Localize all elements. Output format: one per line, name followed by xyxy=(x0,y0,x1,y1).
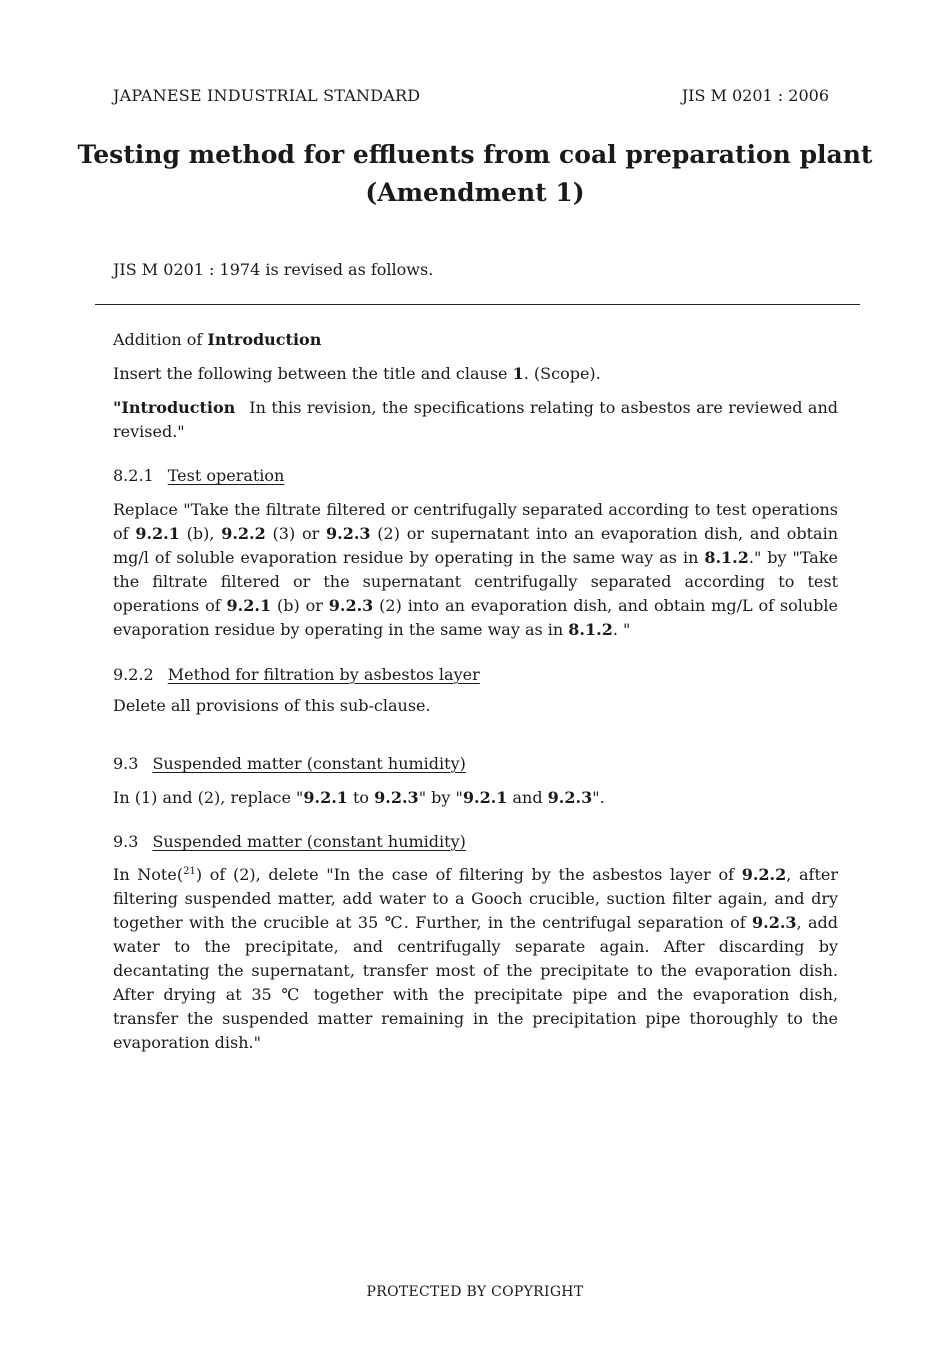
section-9-3-note-body: In Note($^{21}$) of (2), delete "In the case of filtering by the asbestos layer of 9.2.2, after filtering suspended matter, add water to a Gooch crucible, suction filter again, and dry together with the crucible at 35 ℃. Further, in the centrifugal separation of 9.2.3, add water to the precipitate, and centrifugally separate again. After discarding by decantating the supernatant, transfer most of the precipitate to the evaporation dish. After drying at 35 ℃ together with the precipitate pipe and the evaporation dish, transfer the suspended matter remaining in the precipitation pipe thoroughly to the evaporation dish." xyxy=(113,865,838,1052)
introduction-instruction: Insert the following between the title and clause 1. (Scope). xyxy=(113,364,601,383)
clause-ref: 1 xyxy=(512,364,524,383)
section-title: Suspended matter (constant humidity) xyxy=(152,832,466,851)
introduction-heading xyxy=(113,328,838,352)
introduction-quote-label: "Introduction xyxy=(113,398,236,417)
section-9-3-body: In (1) and (2), replace "9.2.1 to 9.2.3" by "9.2.1 and 9.2.3". xyxy=(113,788,605,807)
introduction-heading-prefix: Addition of xyxy=(113,330,208,349)
section-9-3-note-heading xyxy=(113,830,838,854)
note-reference: 21 xyxy=(183,866,196,877)
standard-number: JIS M 0201 : 2006 xyxy=(681,86,829,105)
section-number: 9.3 xyxy=(113,754,139,773)
introduction-quote xyxy=(113,396,838,444)
introduction-quote-text: In this revision, the specifications relating to asbestos are reviewed and revised." xyxy=(113,398,838,441)
section-8-2-1-body: Replace "Take the filtrate filtered or centrifugally separated according to test operations of 9.2.1 (b), 9.2.2 (3) or 9.2.3 (2) or supernatant into an evaporation dish, and obtain mg/l of soluble evaporation residue by operating in the same way as in 8.1.2." by "Take the filtrate filtered or the supernatant centrifugally separated according to test operations of 9.2.1 (b) or 9.2.3 (2) into an evaporation dish, and obtain mg/L of soluble evaporation residue by operating in the same way as in 8.1.2. " xyxy=(113,500,839,639)
section-number: 9.3 xyxy=(113,832,139,851)
section-9-2-2-body: Delete all provisions of this sub-clause. xyxy=(113,696,431,715)
revision-note: JIS M 0201 : 1974 is revised as follows. xyxy=(113,260,434,279)
section-title: Method for filtration by asbestos layer xyxy=(167,665,480,684)
introduction-heading-label: Introduction xyxy=(207,330,322,349)
copyright-footer: PROTECTED BY COPYRIGHT xyxy=(366,1284,584,1300)
title-line-2: (Amendment 1) xyxy=(365,178,585,207)
section-9-2-2-heading xyxy=(113,663,838,687)
section-title: Test operation xyxy=(167,466,285,485)
divider xyxy=(95,304,860,305)
section-9-3-heading xyxy=(113,752,838,776)
section-number: 8.2.1 xyxy=(113,466,154,485)
title-line-1: Testing method for effluents from coal preparation plant xyxy=(77,140,873,169)
standard-label: JAPANESE INDUSTRIAL STANDARD xyxy=(113,86,421,105)
section-title: Suspended matter (constant humidity) xyxy=(152,754,466,773)
section-number: 9.2.2 xyxy=(113,665,154,684)
document-title xyxy=(0,136,950,212)
section-8-2-1-heading xyxy=(113,464,838,488)
